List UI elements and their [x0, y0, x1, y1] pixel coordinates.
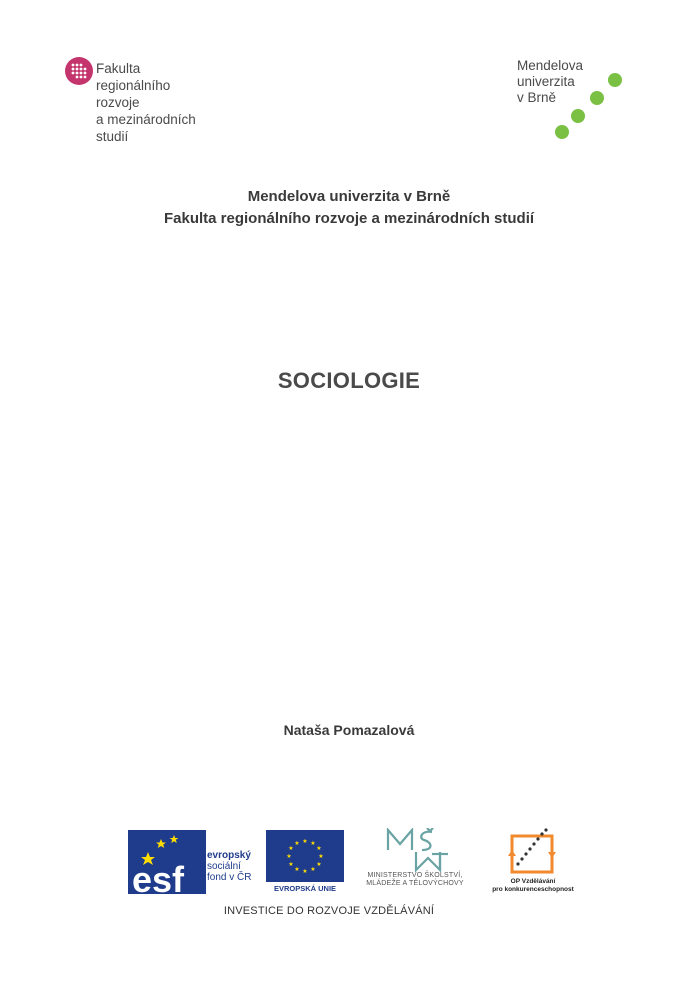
university-logo-line: v Brně	[517, 90, 557, 105]
faculty-logo-line: rozvoje	[96, 95, 140, 110]
msmt-caption	[348, 872, 482, 888]
msmt-logo	[348, 828, 482, 898]
svg-text:★: ★	[302, 838, 308, 845]
svg-text:★: ★	[316, 845, 322, 852]
op-caption-line: pro konkurenceschopnost	[492, 885, 574, 893]
esf-line: sociální	[207, 861, 241, 872]
op-caption-line: OP Vzdělávání	[510, 878, 556, 885]
msmt-monogram-icon	[348, 828, 482, 872]
institution-heading	[0, 186, 698, 230]
svg-text:★: ★	[302, 868, 308, 875]
university-logo-line: Mendelova	[517, 58, 584, 73]
svg-text:★: ★	[288, 861, 294, 868]
op-emblem-icon	[488, 828, 578, 876]
svg-text:★: ★	[310, 866, 316, 873]
faculty-logo-line: regionálního	[96, 78, 171, 93]
eu-flag-icon	[266, 830, 344, 882]
svg-text:★: ★	[288, 845, 294, 852]
faculty-logo-text	[96, 60, 196, 145]
esf-line: fond v ČR	[207, 872, 252, 883]
faculty-logo-line: Fakulta	[96, 61, 141, 76]
msmt-caption-line: MINISTERSTVO ŠKOLSTVÍ,	[367, 872, 463, 879]
svg-text:★: ★	[310, 840, 316, 847]
esf-emblem-icon	[128, 830, 208, 896]
faculty-logo	[64, 56, 254, 146]
svg-text:★: ★	[286, 853, 292, 860]
esf-text	[207, 850, 251, 883]
msmt-caption-line: MLÁDEŽE A TĚLOVÝCHOVY	[366, 880, 464, 887]
university-name: Mendelova univerzita v Brně	[247, 188, 451, 205]
faculty-logo-line: studií	[96, 129, 129, 144]
svg-text:★: ★	[294, 840, 300, 847]
esf-line: evropský	[207, 850, 251, 861]
faculty-logo-line: a mezinárodních	[96, 112, 196, 127]
investment-slogan-text: INVESTICE DO ROZVOJE VZDĚLÁVÁNÍ	[223, 905, 435, 917]
investment-slogan	[0, 905, 698, 917]
svg-text:esf: esf	[132, 859, 185, 896]
faculty-emblem-icon	[64, 56, 94, 86]
svg-text:★: ★	[316, 861, 322, 868]
op-logo	[488, 828, 578, 898]
eu-logo	[266, 830, 344, 896]
author-name: Nataša Pomazalová	[283, 722, 415, 738]
university-dots-icon	[515, 58, 635, 148]
university-logo	[515, 58, 635, 148]
faculty-name: Fakulta regionálního rozvoje a mezinárodních studií	[163, 210, 535, 227]
op-caption	[488, 878, 578, 893]
svg-text:★: ★	[294, 866, 300, 873]
university-logo-line: univerzita	[517, 74, 575, 89]
svg-text:★: ★	[318, 853, 324, 860]
eu-caption: EVROPSKÁ UNIE	[273, 884, 337, 893]
document-title: SOCIOLOGIE	[277, 368, 421, 393]
esf-logo	[128, 830, 263, 896]
